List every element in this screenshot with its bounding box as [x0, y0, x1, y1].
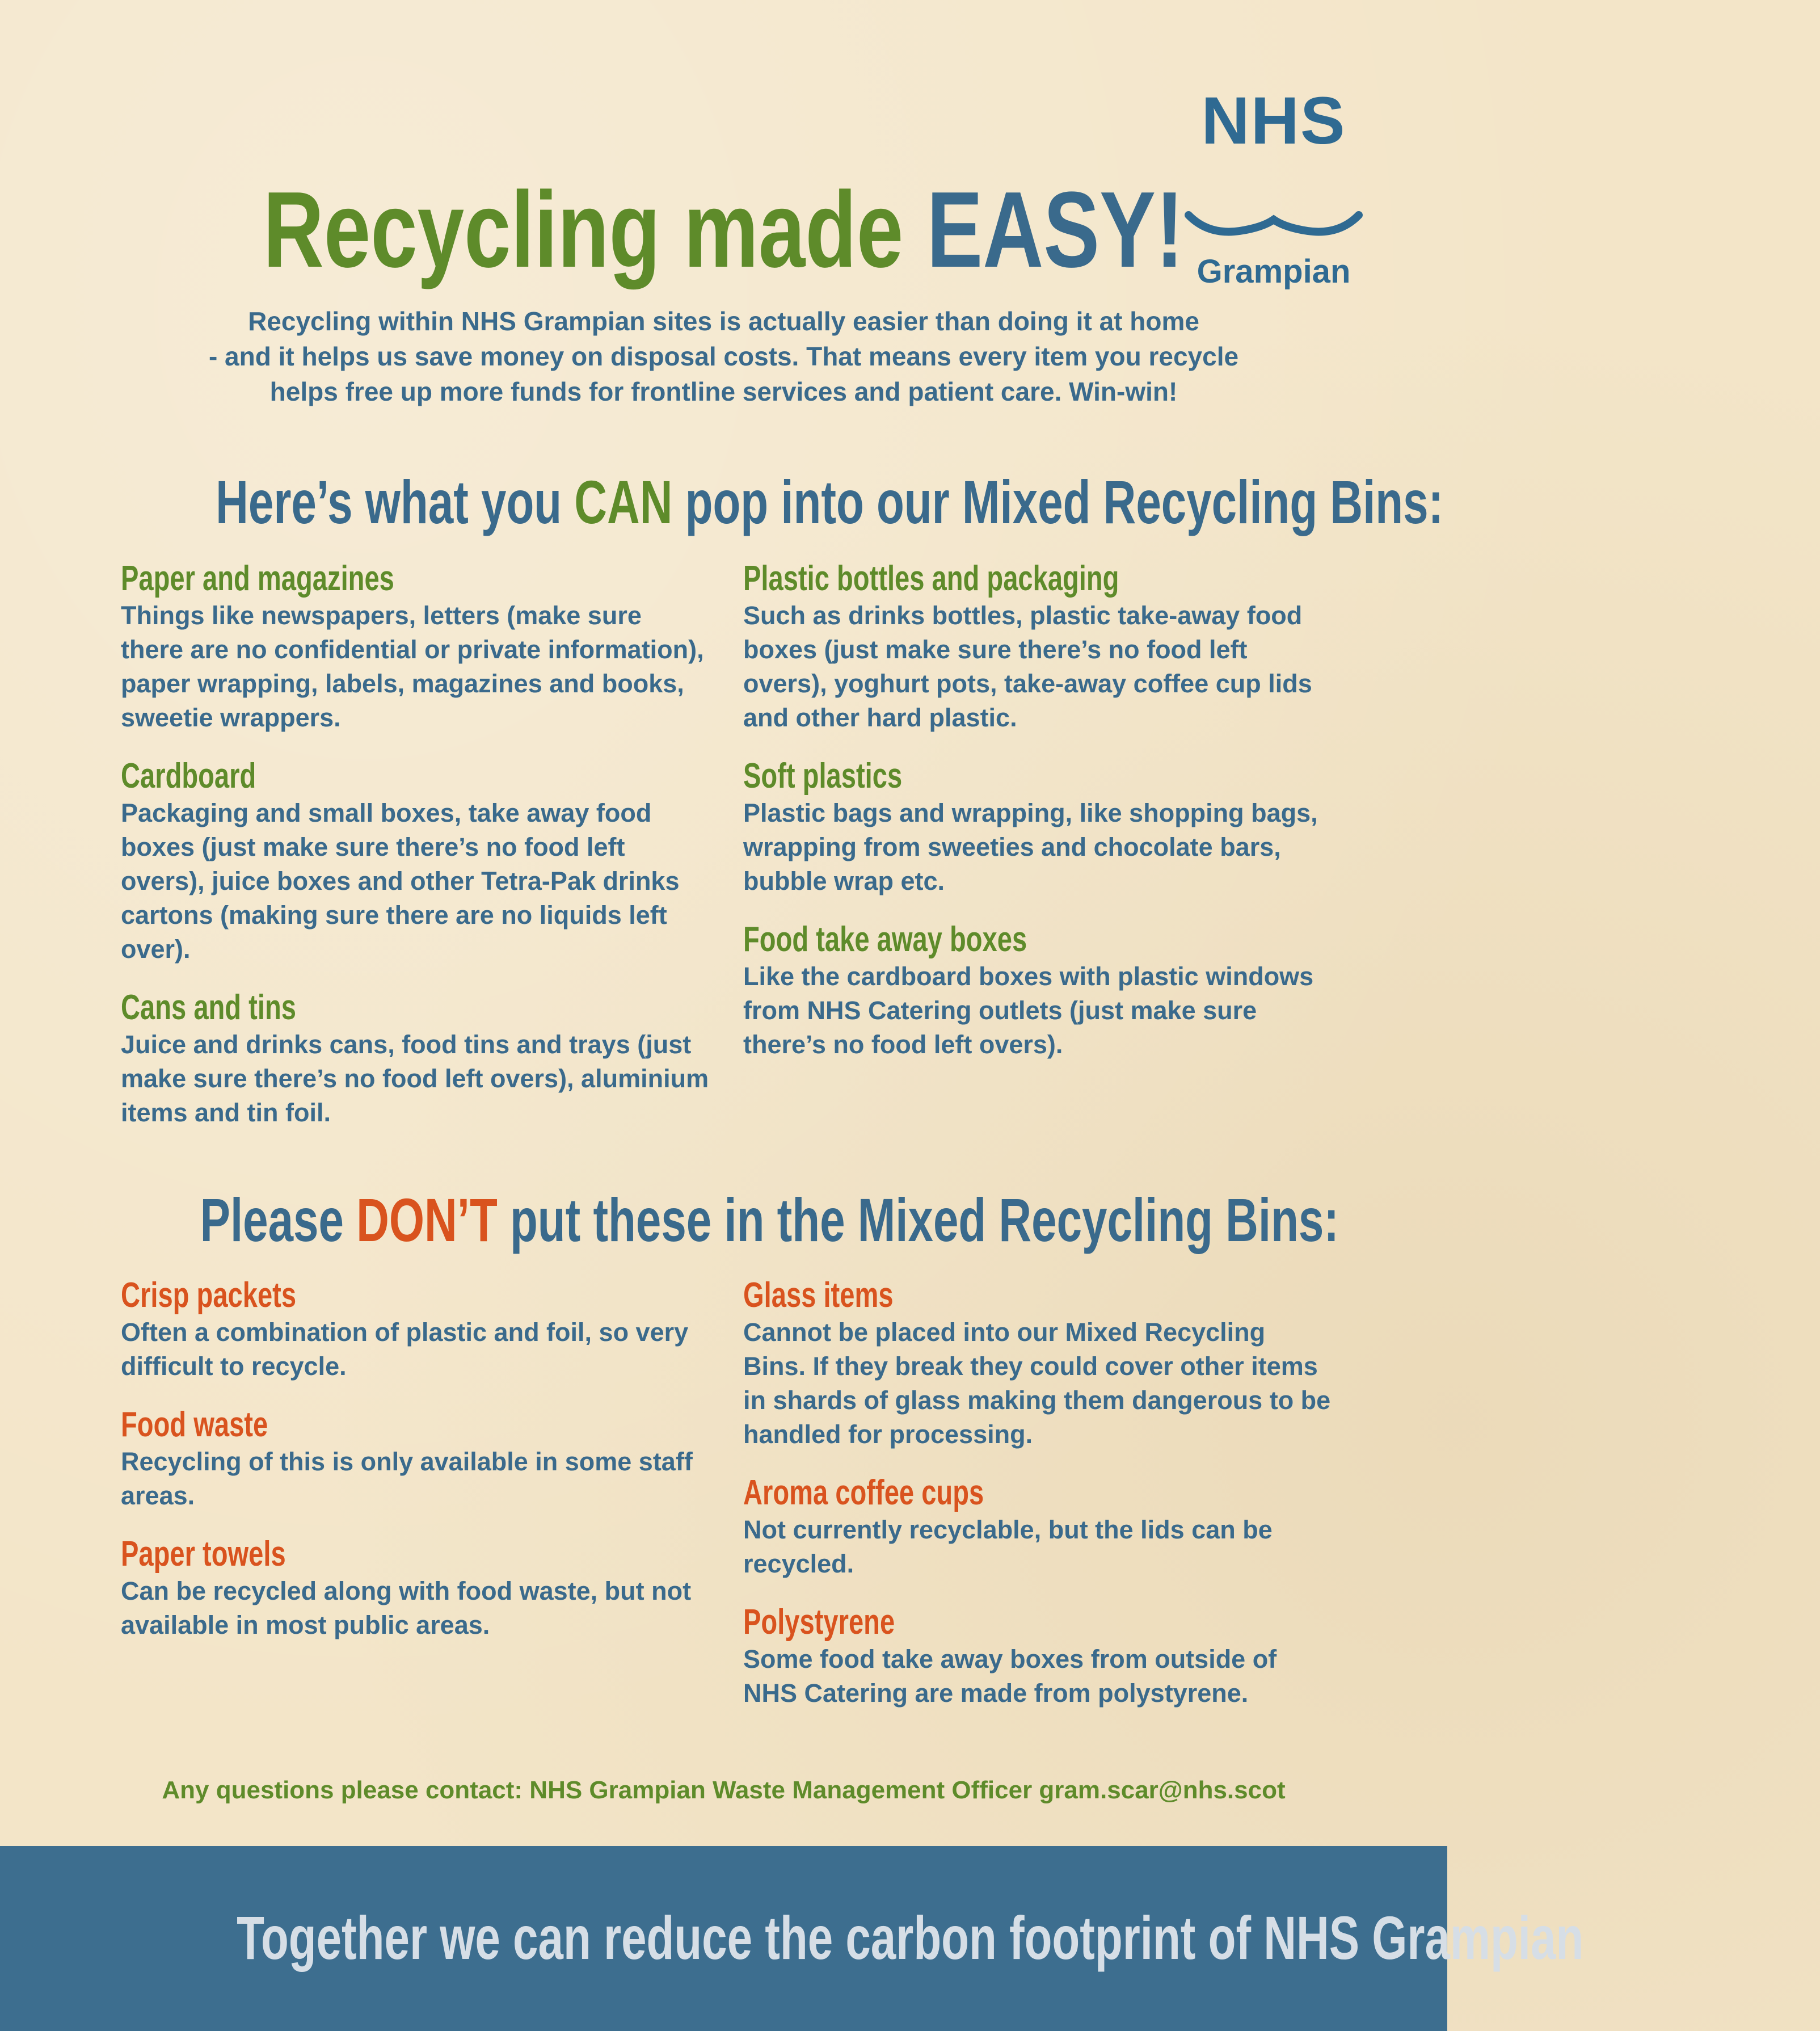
can-item-title: Soft plastics [743, 756, 903, 796]
can-item-body: Like the cardboard boxes with plastic windows from NHS Catering outlets (just make sure there’s no food left overs). [743, 962, 1314, 1059]
intro-line-1: Recycling within NHS Grampian sites is actually easier than doing it at home [248, 306, 1199, 336]
page-title [0, 170, 1447, 290]
can-item [743, 559, 1333, 735]
intro-line-2: - and it helps us save money on disposal costs. That means every item you recycle [208, 342, 1239, 371]
can-heading-pre: Here’s what you [216, 468, 575, 536]
dont-item [743, 1473, 1333, 1581]
dont-item-title: Glass items [743, 1276, 894, 1315]
logo-nhs-text: NHS [1201, 83, 1346, 158]
can-item [743, 756, 1333, 898]
dont-heading-emph: DON’T [356, 1185, 498, 1254]
title-part-2: EASY! [926, 170, 1184, 290]
dont-item-title: Paper towels [121, 1534, 286, 1574]
can-item-title: Paper and magazines [121, 559, 394, 598]
dont-item-title: Aroma coffee cups [743, 1473, 984, 1512]
title-part-1: Recycling made [263, 170, 927, 290]
dont-item [121, 1534, 711, 1642]
dont-item-body: Cannot be placed into our Mixed Recycling Bins. If they break they could cover other items in shards of glass making them dangerous to be handled for processing. [743, 1318, 1331, 1449]
dont-heading-pre: Please [200, 1185, 357, 1254]
can-heading-emph: CAN [574, 468, 673, 536]
dont-item-body: Some food take away boxes from outside of NHS Catering are made from polystyrene. [743, 1645, 1277, 1708]
can-item-body: Juice and drinks cans, food tins and trays (just make sure there’s no food left overs), aluminium items and tin foil. [121, 1030, 709, 1127]
can-item-title: Cardboard [121, 756, 256, 796]
can-heading-post: pop into our Mixed Recycling Bins: [672, 468, 1444, 536]
dont-item-body: Can be recycled along with food waste, but not available in most public areas. [121, 1576, 692, 1639]
can-right-column [743, 559, 1333, 1083]
dont-item-title: Food waste [121, 1405, 268, 1444]
dont-heading [0, 1185, 1447, 1254]
dont-item-body: Often a combination of plastic and foil, so very difficult to recycle. [121, 1318, 689, 1381]
dont-left-column [121, 1276, 711, 1664]
can-item-body: Things like newspapers, letters (make sure there are no confidential or private information), paper wrapping, labels, magazines and books, sweetie wrappers. [121, 601, 704, 732]
dont-item [743, 1276, 1333, 1452]
dont-item [743, 1603, 1333, 1710]
can-item-body: Packaging and small boxes, take away food boxes (just make sure there’s no food left overs), juice boxes and other Tetra-Pak drinks cartons (making sure there are no liquids left over). [121, 798, 680, 964]
intro-line-3: helps free up more funds for frontline services and patient care. Win-win! [269, 377, 1178, 406]
can-item [121, 756, 711, 966]
can-item [121, 559, 711, 735]
can-item-title: Plastic bottles and packaging [743, 559, 1119, 598]
footer-text: Together we can reduce the carbon footprint of NHS Grampian [237, 1903, 1584, 1972]
can-heading [0, 468, 1447, 536]
dont-item [121, 1276, 711, 1384]
dont-right-column [743, 1276, 1333, 1732]
can-item [743, 920, 1333, 1062]
dont-heading-post: put these in the Mixed Recycling Bins: [497, 1185, 1339, 1254]
intro-paragraph [170, 304, 1277, 409]
can-left-column [121, 559, 711, 1151]
can-item-title: Food take away boxes [743, 920, 1027, 959]
dont-item [121, 1405, 711, 1513]
logo-place-text: Grampian [1197, 253, 1351, 290]
dont-item-body: Not currently recyclable, but the lids can be recycled. [743, 1515, 1273, 1578]
can-item-title: Cans and tins [121, 988, 296, 1027]
can-item [121, 988, 711, 1130]
dont-item-body: Recycling of this is only available in some staff areas. [121, 1447, 693, 1510]
can-item-body: Plastic bags and wrapping, like shopping bags, wrapping from sweeties and chocolate bars, bubble wrap etc. [743, 798, 1318, 895]
can-item-body: Such as drinks bottles, plastic take-away food boxes (just make sure there’s no food left overs), yoghurt pots, take-away coffee cup lids and other hard plastic. [743, 601, 1312, 732]
dont-item-title: Polystyrene [743, 1603, 895, 1642]
footer-banner [0, 1846, 1584, 2031]
dont-item-title: Crisp packets [121, 1276, 297, 1315]
contact-line: Any questions please contact: NHS Grampian Waste Management Officer gram.scar@nhs.scot [162, 1776, 1286, 1804]
